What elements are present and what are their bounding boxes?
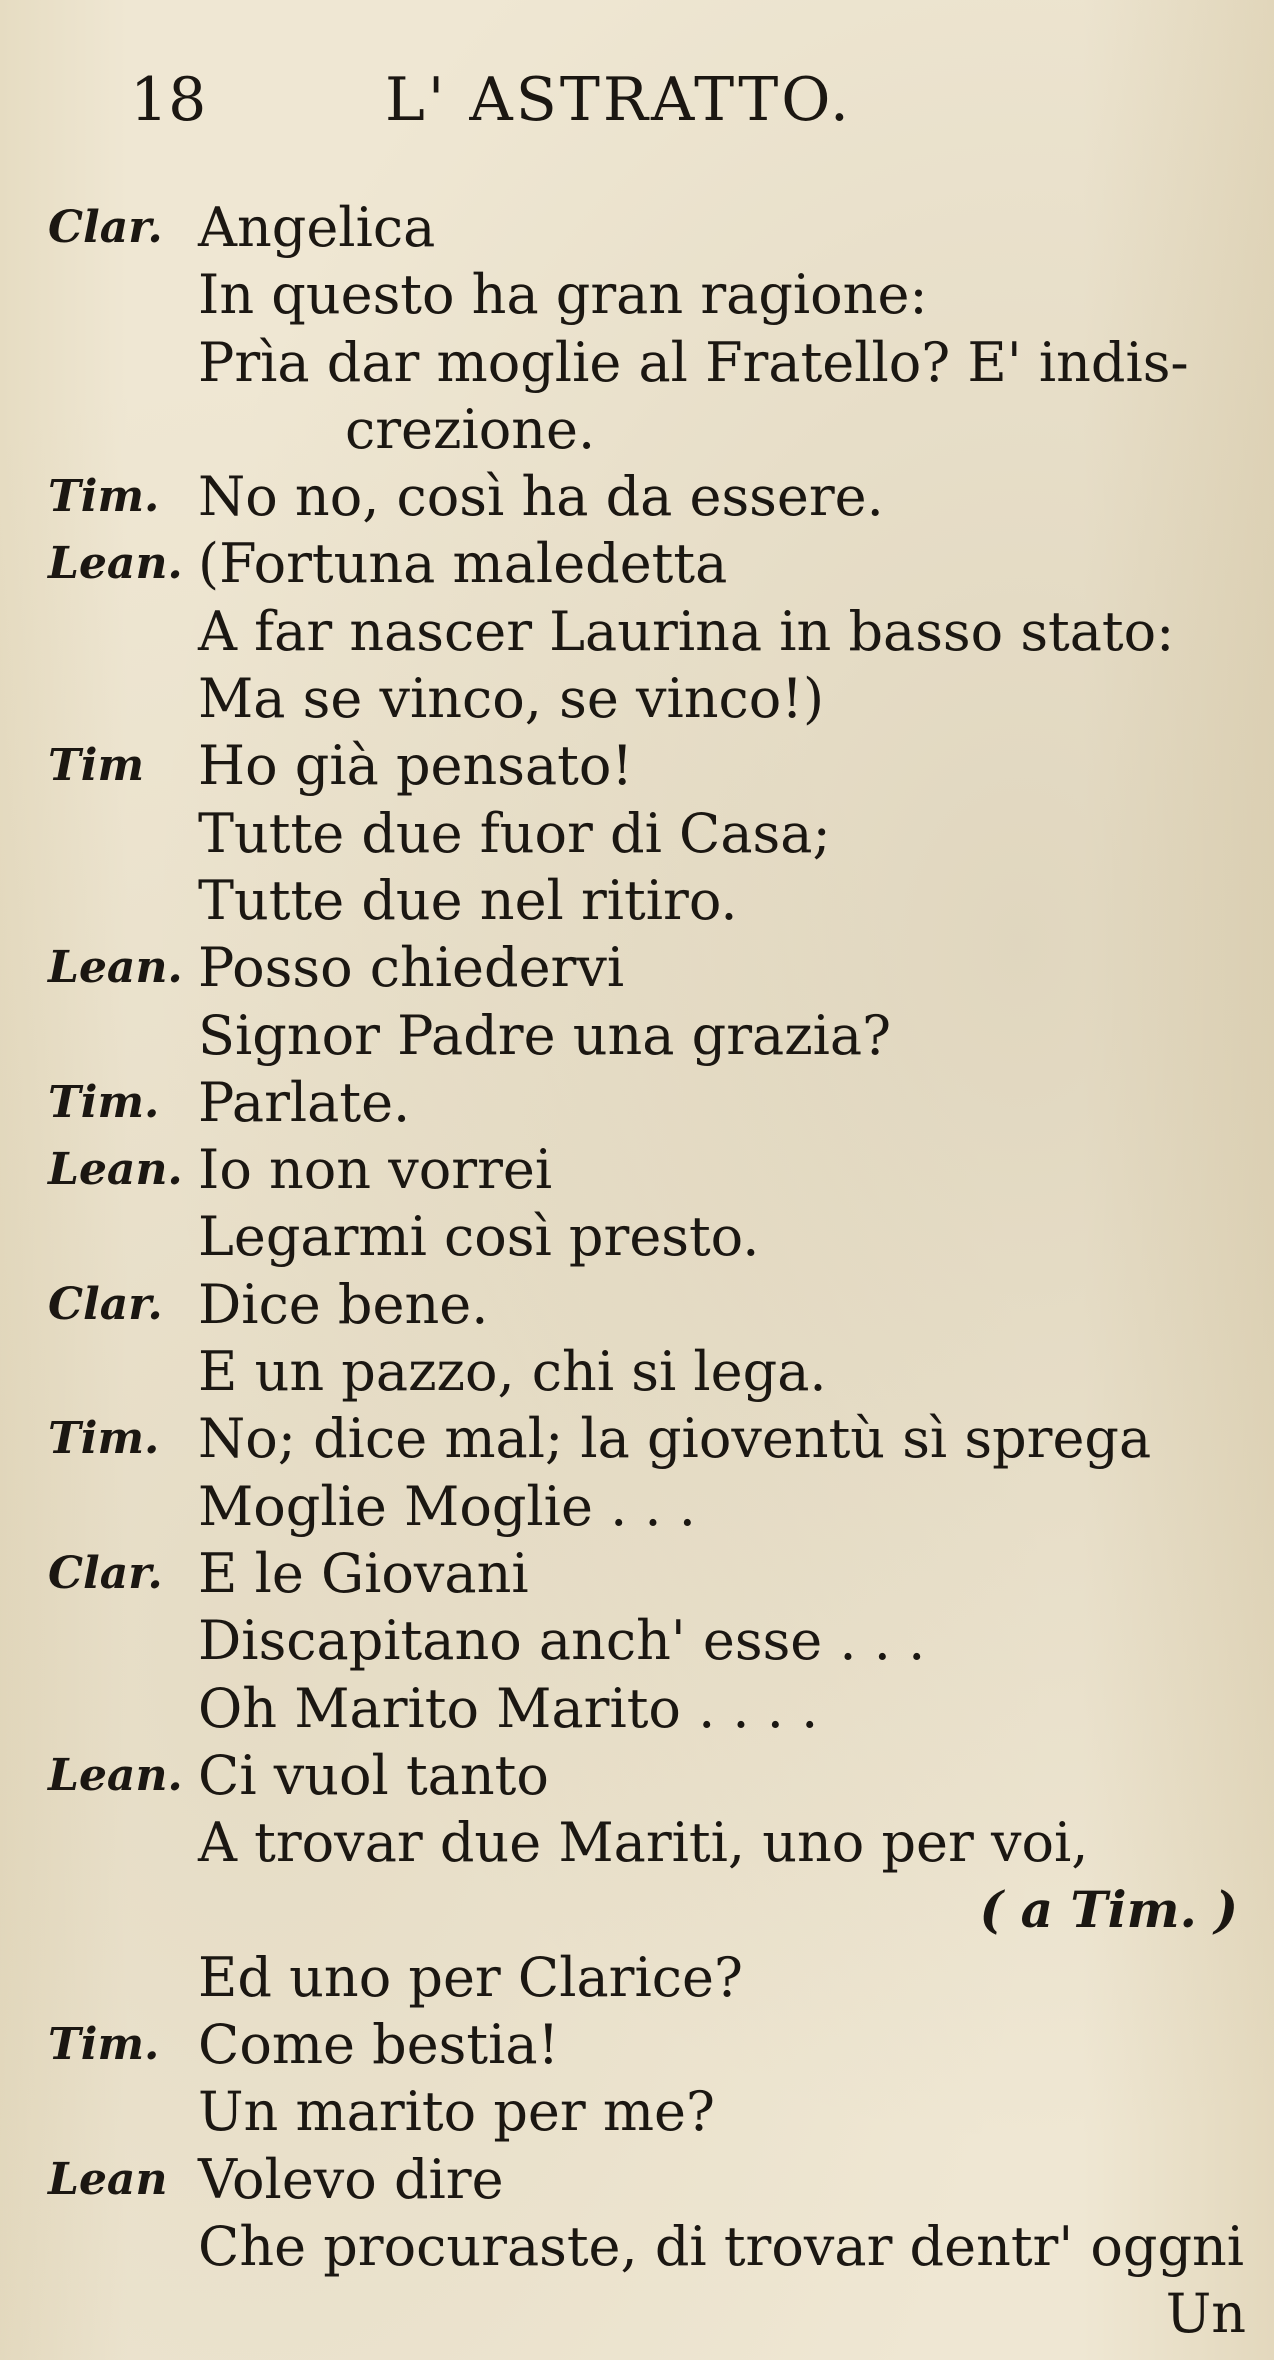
stage-direction-text: ( a Tim. ) [979, 1880, 1238, 1940]
line-text: Posso chiedervi [198, 936, 625, 1000]
line-text: Discapitano anch' esse . . . [198, 1609, 926, 1673]
dialogue-line [0, 1136, 1274, 1203]
dialogue-line [0, 1338, 1274, 1405]
dialogue-line [0, 530, 1274, 597]
line-text: Angelica [198, 196, 436, 259]
line-text: Oh Marito Marito . . . . [198, 1676, 819, 1740]
speaker-name: Clar. [48, 1547, 163, 1599]
play-text [0, 194, 1274, 2348]
dialogue-line [0, 800, 1274, 867]
line-text: Prìa dar moglie al Fratello? E' indis- [198, 330, 1189, 394]
speaker-name: Tim. [48, 1413, 160, 1465]
line-text: Ma se vinco, se vinco!) [198, 667, 825, 731]
line-text: Ho già pensato! [198, 734, 634, 798]
dialogue-line [0, 194, 1274, 261]
line-text: Ci vuol tanto [198, 1743, 549, 1807]
speaker-name: Lean. [48, 1749, 183, 1801]
speaker-name: Tim. [48, 471, 160, 523]
line-text: Ed uno per Clarice? [198, 1945, 743, 2009]
dialogue-line [0, 665, 1274, 732]
dialogue-line [0, 1203, 1274, 1270]
dialogue-line [0, 1607, 1274, 1674]
line-text: Un marito per me? [198, 2080, 715, 2144]
dialogue-line [0, 463, 1274, 530]
speaker-name: Tim [48, 740, 145, 792]
dialogue-line [0, 1069, 1274, 1136]
dialogue-line [0, 1405, 1274, 1472]
line-text: Come bestia! [198, 2013, 560, 2077]
dialogue-line [0, 2146, 1274, 2213]
dialogue-line [0, 867, 1274, 934]
line-text: Tutte due fuor di Casa; [198, 801, 831, 865]
line-text: Dice bene. [198, 1272, 489, 1336]
speaker-name: Lean. [48, 942, 183, 994]
line-text: No; dice mal; la gioventù sì sprega [198, 1407, 1152, 1471]
dialogue-line [0, 1473, 1274, 1540]
speaker-name: Lean [48, 2153, 168, 2205]
line-text: crezione. [345, 397, 596, 461]
line-text: (Fortuna maledetta [198, 532, 728, 596]
dialogue-line [0, 261, 1274, 328]
line-text: Io non vorrei [198, 1138, 553, 1202]
stage-direction [980, 1876, 1238, 1944]
speaker-name: Lean. [48, 538, 183, 590]
dialogue-line [0, 2078, 1274, 2145]
dialogue-line [0, 2213, 1274, 2280]
speaker-name: Tim. [48, 1076, 160, 1128]
page-header [130, 60, 1030, 140]
dialogue-line [0, 732, 1274, 799]
line-text: E un pazzo, chi si lega. [198, 1340, 827, 1404]
dialogue-line [0, 1271, 1274, 1338]
line-text: A trovar due Mariti, uno per voi, [198, 1811, 1089, 1875]
dialogue-line [0, 2011, 1274, 2078]
speaker-name: Lean. [48, 1144, 183, 1196]
catchword-line [0, 2280, 1274, 2347]
dialogue-line [0, 1944, 1274, 2011]
dialogue-line [0, 1809, 1274, 1876]
dialogue-line [0, 1876, 1274, 1943]
dialogue-line [0, 598, 1274, 665]
page-number: 18 [130, 65, 207, 135]
line-text: Signor Padre una grazia? [198, 1003, 892, 1067]
dialogue-line [0, 1675, 1274, 1742]
running-title: L' ASTRATTO. [385, 65, 852, 135]
speaker-name: Clar. [48, 1278, 163, 1330]
line-text: In questo ha gran ragione: [198, 263, 928, 327]
dialogue-line [0, 329, 1274, 396]
line-text: Tutte due nel ritiro. [198, 868, 738, 932]
line-text: Legarmi così presto. [198, 1205, 760, 1269]
line-text: Parlate. [198, 1070, 411, 1134]
catchword: Un [1165, 2282, 1246, 2346]
speaker-name: Clar. [48, 202, 163, 253]
speaker-name: Tim. [48, 2019, 160, 2071]
line-text: Moglie Moglie . . . [198, 1474, 696, 1538]
line-text: Che procuraste, di trovar dentr' oggni [198, 2214, 1245, 2278]
line-text: A far nascer Laurina in basso stato: [198, 599, 1175, 663]
dialogue-line [0, 934, 1274, 1001]
line-text: No no, così ha da essere. [198, 465, 884, 529]
line-text: E le Giovani [198, 1541, 529, 1605]
dialogue-line [0, 1002, 1274, 1069]
dialogue-line [0, 1742, 1274, 1809]
dialogue-line [0, 396, 1274, 463]
dialogue-line [0, 1540, 1274, 1607]
line-text: Volevo dire [198, 2147, 504, 2211]
